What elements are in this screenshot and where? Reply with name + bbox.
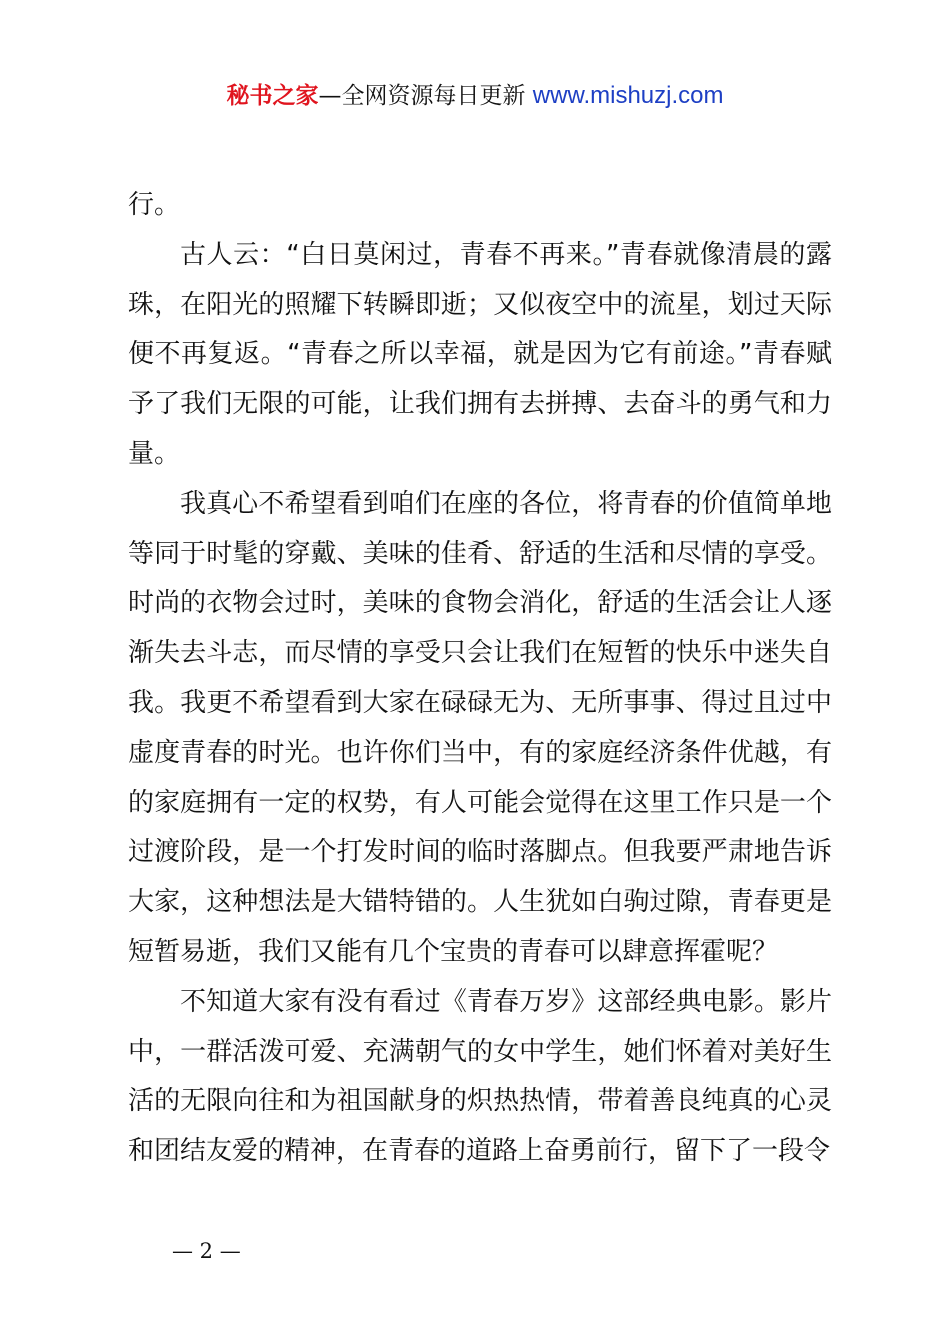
site-header — [0, 80, 950, 112]
paragraph-continuation: 行。 — [128, 190, 181, 220]
site-url-link[interactable]: www.mishuzj.com — [532, 82, 724, 109]
header-tagline: —全网资源每日更新 — [318, 83, 526, 109]
paragraph: 不知道大家有没有看过《青春万岁》这部经典电影。影片中，一群活泼可爱、充满朝气的女中学生，她们怀着对美好生活的无限向往和为祖国献身的炽热热情，带着善良纯真的心灵和团结友爱的精神，在青春的道路上奋勇前行，留下了一段令 — [128, 986, 832, 1167]
document-body — [128, 181, 832, 1177]
paragraph: 古人云：“白日莫闲过，青春不再来。”青春就像清晨的露珠，在阳光的照耀下转瞬即逝；又似夜空中的流星，划过天际便不再复返。“青春之所以幸福，就是因为它有前途。”青春赋予了我们无限的可能，让我们拥有去拼搏、去奋斗的勇气和力量。 — [128, 239, 832, 469]
paragraph: 我真心不希望看到咱们在座的各位，将青春的价值简单地等同于时髦的穿戴、美味的佳肴、舒适的生活和尽情的享受。时尚的衣物会过时，美味的食物会消化，舒适的生活会让人逐渐失去斗志，而尽情的享受只会让我们在短暂的快乐中迷失自我。我更不希望看到大家在碌碌无为、无所事事、得过且过中虚度青春的时光。也许你们当中，有的家庭经济条件优越，有的家庭拥有一定的权势，有人可能会觉得在这里工作只是一个过渡阶段，是一个打发时间的临时落脚点。但我要严肃地告诉大家，这种想法是大错特错的。人生犹如白驹过隙，青春更是短暂易逝，我们又能有几个宝贵的青春可以肆意挥霍呢？ — [128, 488, 832, 967]
page-number: — 2 — — [172, 1239, 241, 1263]
brand-name: 秘书之家 — [226, 83, 319, 109]
